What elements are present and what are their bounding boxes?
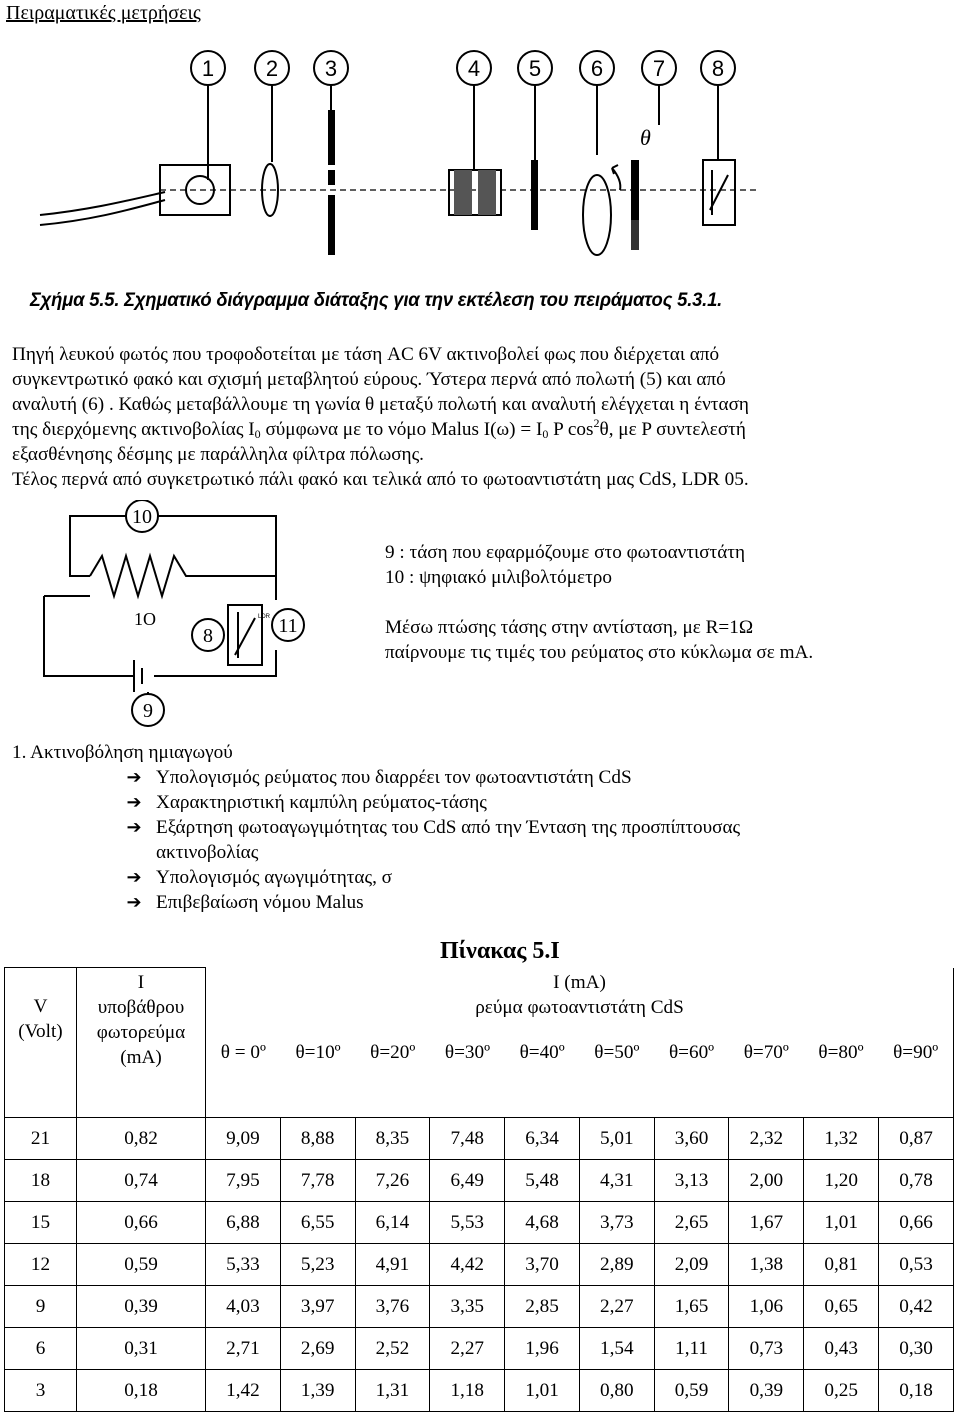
table-cell: 0,42 (879, 1286, 954, 1328)
table-cell: 5,48 (505, 1160, 580, 1202)
table-title: Πίνακας 5.I (440, 938, 560, 964)
table-cell: 8,35 (355, 1118, 430, 1160)
table-cell: 5,01 (579, 1118, 654, 1160)
angle-header: θ=50º (594, 1041, 640, 1063)
table-cell: 2,09 (654, 1244, 729, 1286)
list-item: ➔ Εξάρτηση φωτοαγωγιμότητας του CdS από την Ένταση της προσπίπτουσας (12, 815, 740, 840)
table-cell: 18 (5, 1160, 77, 1202)
table-cell: 1,18 (430, 1370, 505, 1412)
table-cell: 1,20 (804, 1160, 879, 1202)
table-cell: 1,06 (729, 1286, 804, 1328)
list-item: ➔ Υπολογισμός αγωγιμότητας, σ (12, 865, 740, 890)
legend-line: 10 : ψηφιακό μιλιβολτόμετρο (385, 567, 612, 588)
label-5: 5 (528, 56, 542, 81)
table-cell: 2,65 (654, 1202, 729, 1244)
paragraph-line: αναλυτή (6) . Καθώς μεταβάλλουμε τη γωνία θ μεταξύ πολωτή και αναλυτή ελέγχεται η ένταση (12, 394, 749, 415)
angle-header: θ=40º (519, 1041, 565, 1063)
table-cell: 5,53 (430, 1202, 505, 1244)
table-cell: 4,03 (206, 1286, 281, 1328)
angle-header: θ=80º (818, 1041, 864, 1063)
table-cell: 3,97 (280, 1286, 355, 1328)
table-row (5, 1244, 954, 1286)
paragraph-line: Τέλος περνά από συγκετρωτικό πάλι φακό και τελικά από το φωτοαντιστάτη μας CdS, LDR 05. (12, 469, 749, 490)
table-cell: 0,82 (77, 1118, 206, 1160)
table-body (5, 1118, 954, 1412)
table-cell: 6,55 (280, 1202, 355, 1244)
table-cell: 21 (5, 1118, 77, 1160)
table-cell: 3,60 (654, 1118, 729, 1160)
table-cell: 7,95 (206, 1160, 281, 1202)
table-cell: 4,91 (355, 1244, 430, 1286)
optical-setup-diagram (0, 30, 960, 288)
label-8: 8 (711, 56, 725, 81)
table-cell: 9,09 (206, 1118, 281, 1160)
table-cell: 0,59 (654, 1370, 729, 1412)
table-cell: 1,31 (355, 1370, 430, 1412)
page-heading: Πειραματικές μετρήσεις (6, 2, 201, 24)
table-cell: 0,66 (879, 1202, 954, 1244)
circuit-diagram (30, 500, 330, 730)
table-cell: 7,48 (430, 1118, 505, 1160)
arrow-icon: ➔ (126, 792, 142, 812)
section-title: 1. Ακτινοβόληση ημιαγωγού (12, 742, 233, 763)
table-cell: 1,39 (280, 1370, 355, 1412)
paragraph-line: συγκεντρωτικό φακό και σχισμή μεταβλητού εύρους. Ύστερα περνά από πολωτή (5) και από (12, 369, 726, 390)
description-paragraph (12, 342, 942, 492)
table-cell: 1,01 (804, 1202, 879, 1244)
table-cell: 5,33 (206, 1244, 281, 1286)
table-cell: 0,39 (729, 1370, 804, 1412)
circuit-label-10: 10 (132, 506, 152, 528)
table-cell: 0,31 (77, 1328, 206, 1370)
table-cell: 4,42 (430, 1244, 505, 1286)
header-background-current: I υποβάθρου φωτορεύμα (mA) (77, 968, 206, 1118)
theta-symbol: θ (640, 125, 651, 150)
table-cell: 2,85 (505, 1286, 580, 1328)
paragraph-line: εξασθένησης δέσμης με παράλληλα φίλτρα πόλωσης. (12, 444, 424, 465)
table-cell: 6,14 (355, 1202, 430, 1244)
table-cell: 3 (5, 1370, 77, 1412)
angle-header: θ=20º (370, 1041, 416, 1063)
angle-header: θ=30º (444, 1041, 491, 1063)
table-cell: 3,35 (430, 1286, 505, 1328)
arrow-icon: ➔ (126, 767, 142, 787)
table-cell: 9 (5, 1286, 77, 1328)
table-cell: 12 (5, 1244, 77, 1286)
table-row (5, 1370, 954, 1412)
table-cell: 7,78 (280, 1160, 355, 1202)
table-cell: 0,81 (804, 1244, 879, 1286)
resistor-label: 1Ο (134, 609, 156, 629)
table-cell: 3,13 (654, 1160, 729, 1202)
table-cell: 0,65 (804, 1286, 879, 1328)
table-cell: 3,76 (355, 1286, 430, 1328)
circuit-legend (385, 540, 813, 665)
legend-spacer (385, 590, 813, 615)
table-cell: 1,38 (729, 1244, 804, 1286)
table-cell: 15 (5, 1202, 77, 1244)
legend-line: παίρνουμε τις τιμές του ρεύματος στο κύκλωμα σε mA. (385, 642, 814, 663)
table-cell: 4,68 (505, 1202, 580, 1244)
paragraph-line: Πηγή λευκού φωτός που τροφοδοτείται με τάση AC 6V ακτινοβολεί φως που διέρχεται από (12, 344, 720, 365)
table-cell: 6,49 (430, 1160, 505, 1202)
table-cell: 0,25 (804, 1370, 879, 1412)
table-cell: 5,23 (280, 1244, 355, 1286)
circuit-label-11: 11 (278, 615, 298, 637)
ldr-label: LDR (258, 614, 271, 620)
arrow-icon: ➔ (126, 892, 142, 912)
table-cell: 1,11 (654, 1328, 729, 1370)
table-cell: 3,70 (505, 1244, 580, 1286)
circuit-label-9: 9 (143, 700, 153, 722)
table-cell: 2,69 (280, 1328, 355, 1370)
table-cell: 6,88 (206, 1202, 281, 1244)
angle-header: θ=70º (743, 1041, 789, 1063)
label-6: 6 (590, 56, 604, 81)
table-cell: 0,53 (879, 1244, 954, 1286)
table-cell: 1,54 (579, 1328, 654, 1370)
label-2: 2 (265, 56, 279, 81)
table-cell: 0,59 (77, 1244, 206, 1286)
table-cell: 0,43 (804, 1328, 879, 1370)
circuit-label-8: 8 (203, 625, 213, 647)
label-3: 3 (324, 56, 338, 81)
angle-header: θ=10º (295, 1041, 341, 1063)
list-item-continuation: ακτινοβολίας (156, 842, 259, 863)
table-cell: 2,71 (206, 1328, 281, 1370)
table-cell: 0,73 (729, 1328, 804, 1370)
label-4: 4 (467, 56, 481, 81)
table-row (5, 1286, 954, 1328)
angle-header: θ = 0º (220, 1041, 266, 1063)
table-cell: 1,67 (729, 1202, 804, 1244)
table-row (5, 1160, 954, 1202)
table-cell: 0,80 (579, 1370, 654, 1412)
table-cell: 1,32 (804, 1118, 879, 1160)
header-voltage: V (Volt) (5, 968, 77, 1118)
table-cell: 2,89 (579, 1244, 654, 1286)
table-cell: 0,74 (77, 1160, 206, 1202)
list-item: ➔ Υπολογισμός ρεύματος που διαρρέει τον φωτοαντιστάτη CdS (12, 765, 740, 790)
table-cell: 2,27 (430, 1328, 505, 1370)
table-cell: 1,01 (505, 1370, 580, 1412)
measurements-table (4, 967, 954, 1412)
table-cell: 2,00 (729, 1160, 804, 1202)
table-cell: 8,88 (280, 1118, 355, 1160)
table-cell: 3,73 (579, 1202, 654, 1244)
list-item: ➔ Χαρακτηριστική καμπύλη ρεύματος-τάσης (12, 790, 740, 815)
table-cell: 0,18 (77, 1370, 206, 1412)
angle-header-row (206, 1040, 953, 1065)
label-1: 1 (201, 56, 215, 81)
paragraph-line-malus: της διερχόμενης ακτινοβολίας $I_0$ σύμφωνα με το νόμο Malus $I(\omega) = I_0$ P $\cos^2\theta$, με P συντελεστή (12, 416, 746, 441)
table-cell: 7,26 (355, 1160, 430, 1202)
arrow-icon: ➔ (126, 867, 142, 887)
legend-line: 9 : τάση που εφαρμόζουμε στο φωτοαντιστάτη (385, 542, 746, 563)
angle-header: θ=90º (893, 1041, 939, 1063)
table-cell: 0,18 (879, 1370, 954, 1412)
legend-line: Μέσω πτώσης τάσης στην αντίσταση, με R=1Ω (385, 617, 754, 638)
list-item: ➔ Επιβεβαίωση νόμου Malus (12, 890, 740, 915)
table-row (5, 1118, 954, 1160)
table-row (5, 1328, 954, 1370)
table-cell: 2,32 (729, 1118, 804, 1160)
table-cell: 0,78 (879, 1160, 954, 1202)
arrow-icon: ➔ (126, 817, 142, 837)
table-cell: 0,30 (879, 1328, 954, 1370)
table-cell: 0,87 (879, 1118, 954, 1160)
table-cell: 1,65 (654, 1286, 729, 1328)
table-cell: 1,96 (505, 1328, 580, 1370)
label-7: 7 (652, 56, 666, 81)
figure-caption: Σχήμα 5.5. Σχηματικό διάγραμμα διάταξης για την εκτέλεση του πειράματος 5.3.1. (30, 290, 723, 311)
table-cell: 2,27 (579, 1286, 654, 1328)
table-cell: 0,39 (77, 1286, 206, 1328)
angle-header: θ=60º (668, 1041, 715, 1063)
header-cds-current: I (mA) ρεύμα φωτοαντιστάτη CdS θ = 0º θ=10º θ=20º θ=30º θ=40º θ=50º θ=60º θ=70º θ=80º θ=90º (206, 968, 954, 1118)
section-list (12, 740, 740, 915)
table-header-row (5, 968, 954, 1118)
table-row (5, 1202, 954, 1244)
table-cell: 6,34 (505, 1118, 580, 1160)
table-cell: 6 (5, 1328, 77, 1370)
table-cell: 2,52 (355, 1328, 430, 1370)
table-cell: 1,42 (206, 1370, 281, 1412)
table-cell: 0,66 (77, 1202, 206, 1244)
table-cell: 4,31 (579, 1160, 654, 1202)
